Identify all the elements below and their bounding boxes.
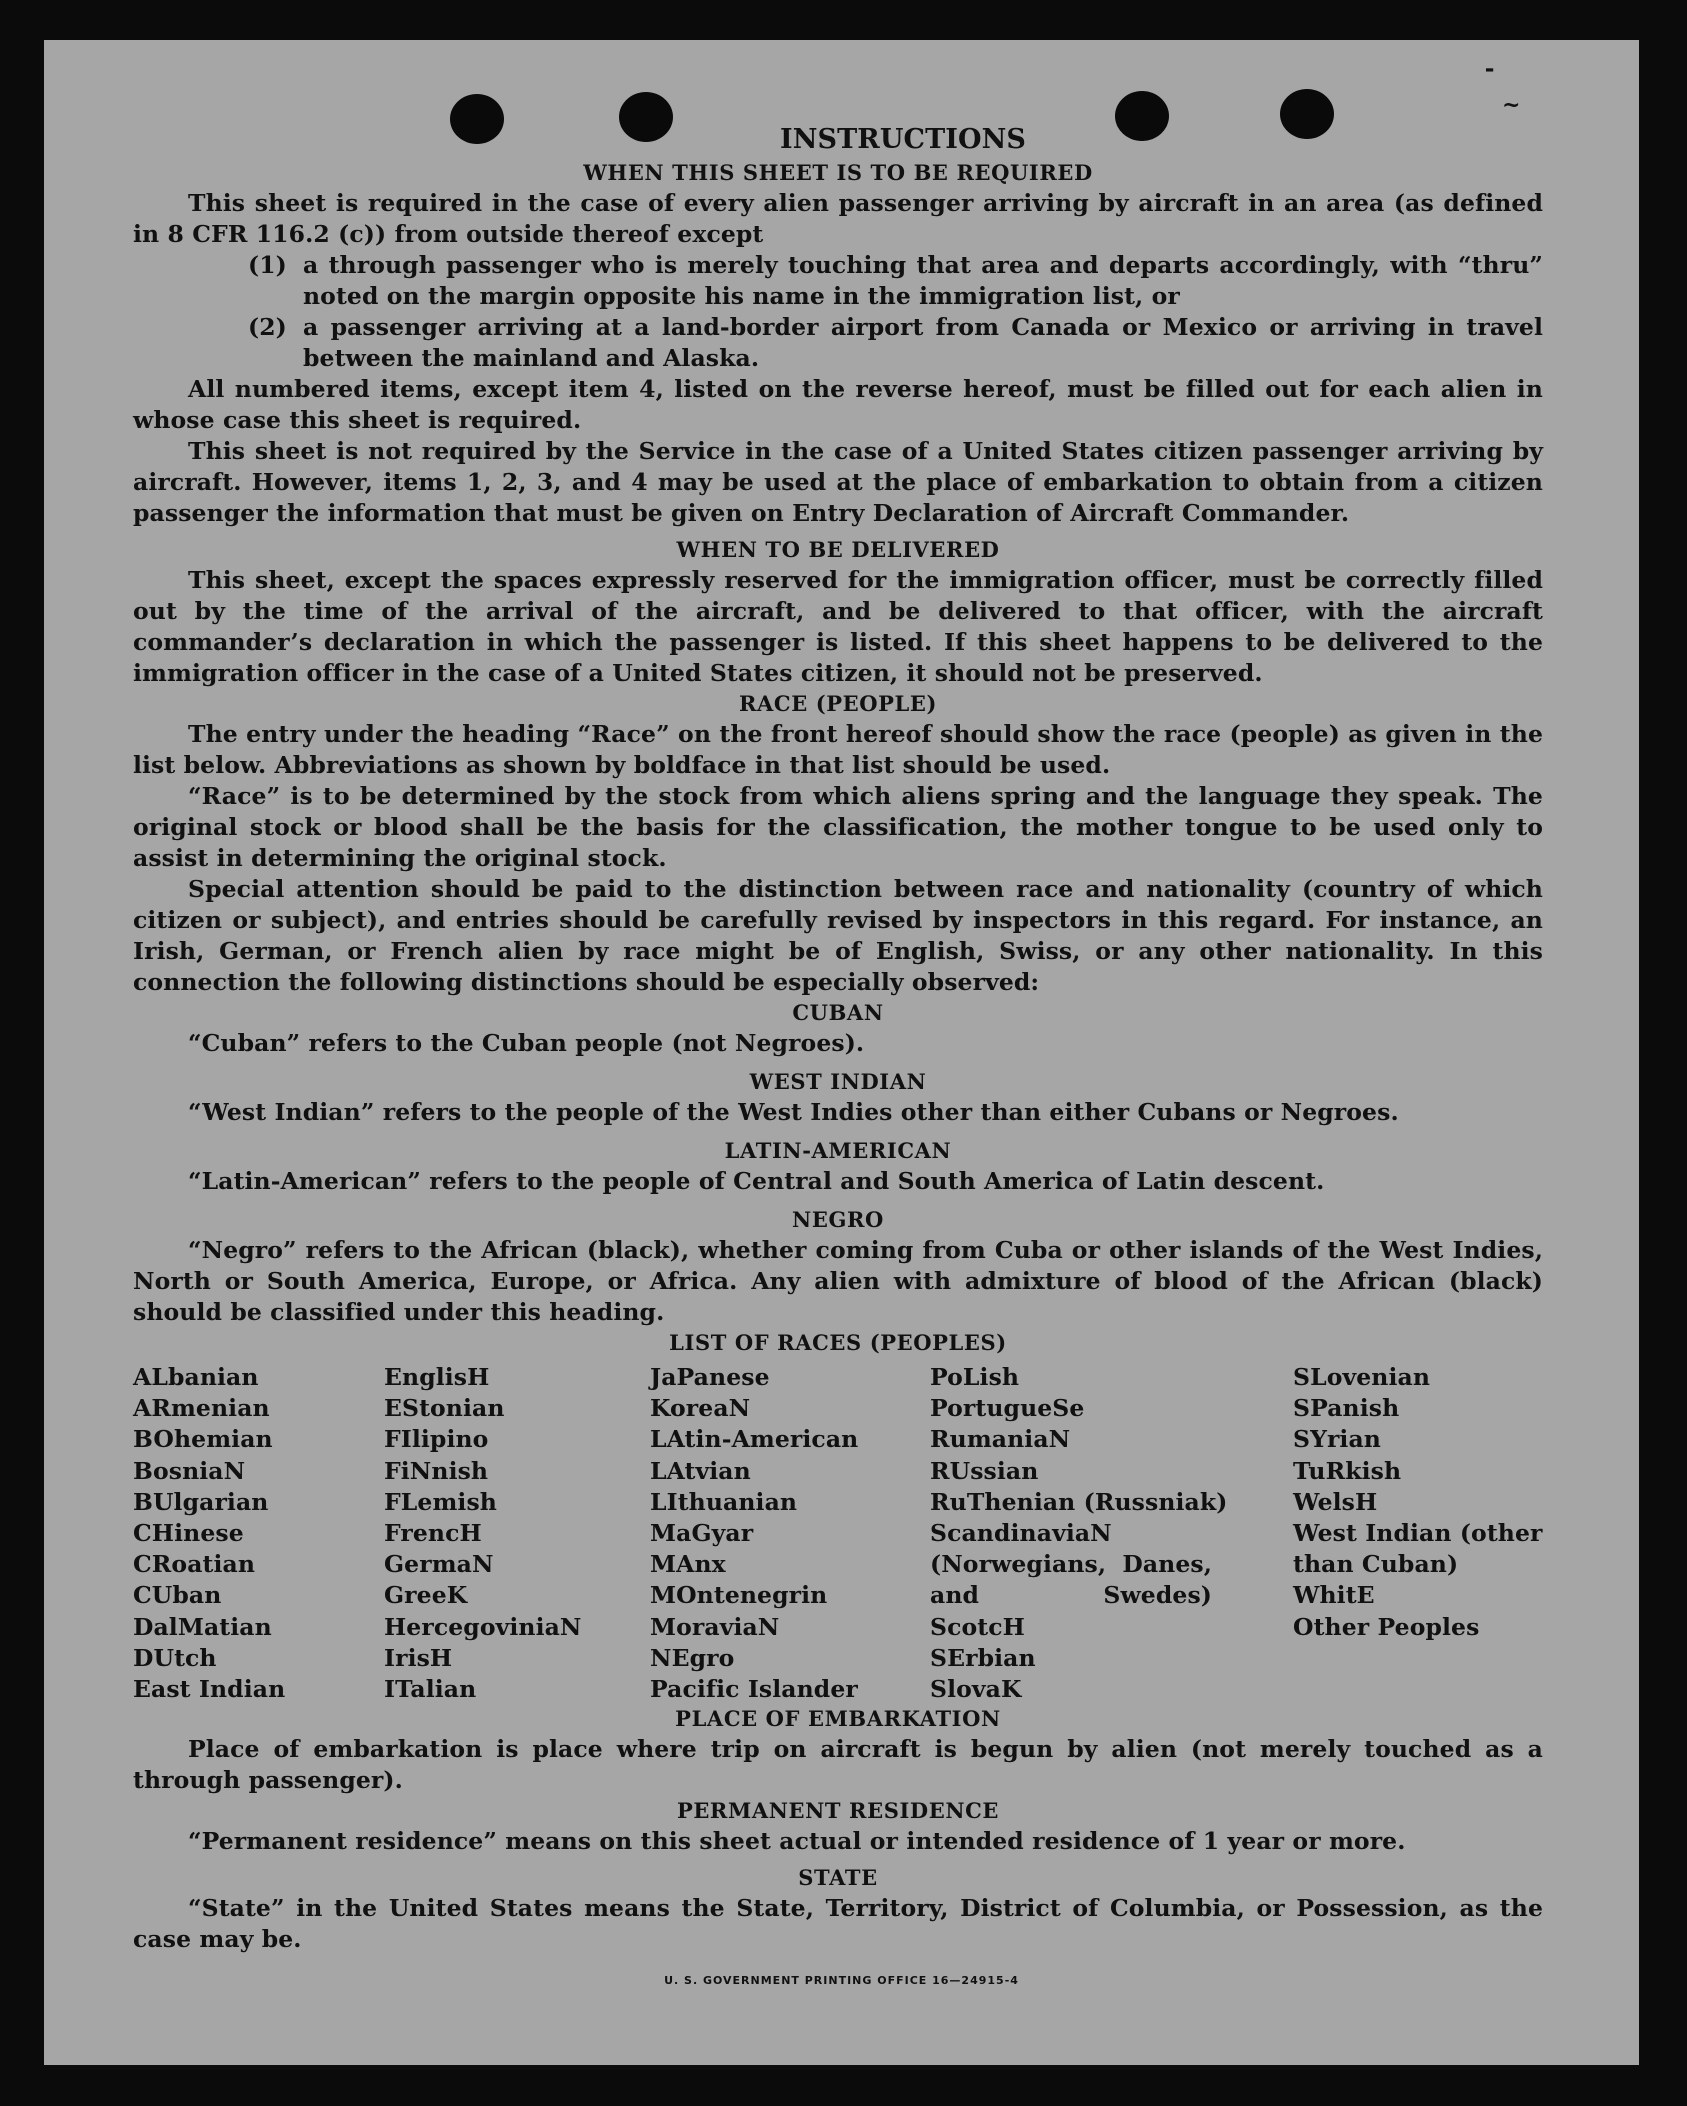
paragraph: This sheet, except the spaces expressly reserved for the immigration officer, must be correctly filled out by the time of the arrival of the aircraft, and be delivered to that officer, with the aircraft commander’s declaration in which the passenger is listed. If this sheet happens to be delivered to the immigration officer in the case of a United States citizen, it should not be preserved.	[133, 566, 1543, 687]
section-heading: LATIN-AMERICAN	[724, 1138, 952, 1163]
race-item: FLemish	[384, 1487, 497, 1516]
race-column-4	[930, 1362, 1227, 1705]
race-item: KoreaN	[650, 1394, 751, 1423]
section-heading: STATE	[798, 1865, 878, 1890]
race-item: West Indian (other than Cuban)	[1293, 1519, 1543, 1579]
race-item: FrencH	[384, 1519, 482, 1548]
paragraph: “Permanent residence” means on this sheet actual or intended residence of 1 year or more.	[188, 1827, 1406, 1855]
race-item: ITalian	[384, 1675, 477, 1704]
race-item: RUssian	[930, 1456, 1039, 1485]
race-item: CRoatian	[133, 1550, 256, 1579]
race-item: MoraviaN	[650, 1612, 780, 1641]
race-item: ALbanian	[133, 1363, 259, 1391]
list-text: a passenger arriving at a land-border airport from Canada or Mexico or arriving in travel between the mainland and Alaska.	[303, 313, 1543, 372]
race-item: Pacific Islander	[650, 1675, 858, 1704]
race-item: CUban	[133, 1581, 222, 1610]
race-item: WelsH	[1293, 1487, 1378, 1516]
instructions-content	[133, 122, 1543, 1955]
race-item: RumaniaN	[930, 1425, 1071, 1454]
race-item: IrisH	[384, 1643, 453, 1672]
race-item: NEgro	[650, 1643, 735, 1672]
paragraph: The entry under the heading “Race” on the front hereof should show the race (people) as given in the list below. Abbreviations as shown by boldface in that list should be used.	[133, 720, 1543, 779]
race-item: EStonian	[384, 1394, 505, 1423]
list-item	[133, 250, 1543, 312]
race-item: SlovaK	[930, 1675, 1022, 1704]
race-item: RuThenian (Russniak)	[930, 1487, 1228, 1516]
section-heading: CUBAN	[792, 1000, 884, 1025]
race-item: PoLish	[930, 1363, 1020, 1391]
paragraph: “Latin-American” refers to the people of Central and South America of Latin descent.	[188, 1167, 1325, 1195]
race-item: MAnx	[650, 1550, 726, 1579]
race-item: CHinese	[133, 1519, 244, 1548]
race-item: FIlipino	[384, 1425, 489, 1454]
section-heading: RACE (PEOPLE)	[738, 691, 938, 716]
paragraph: All numbered items, except item 4, listed on the reverse hereof, must be filled out for each alien in whose case this sheet is required.	[133, 375, 1543, 434]
race-item: TuRkish	[1293, 1456, 1402, 1485]
race-item: ARmenian	[133, 1394, 270, 1423]
race-item: FiNnish	[384, 1456, 489, 1485]
race-item: MOntenegrin	[650, 1581, 828, 1610]
paragraph: This sheet is not required by the Service in the case of a United States citizen passenger arriving by aircraft. However, items 1, 2, 3, and 4 may be used at the place of embarkation to obtain from a citizen passenger the information that must be given on Entry Declaration of Aircraft Commander.	[133, 437, 1543, 527]
race-item: GreeK	[384, 1581, 468, 1610]
race-column-2	[384, 1362, 582, 1705]
race-item: Other Peoples	[1293, 1612, 1480, 1641]
page-title: INSTRUCTIONS	[780, 124, 1026, 155]
race-column-5	[1293, 1362, 1543, 1643]
race-item: SPanish	[1293, 1394, 1400, 1423]
list-text: a through passenger who is merely touching that area and departs accordingly, with “thru” noted on the margin opposite his name in the immigration list, or	[303, 251, 1543, 310]
section-heading: WHEN TO BE DELIVERED	[676, 537, 1000, 562]
race-item: LIthuanian	[650, 1487, 798, 1516]
race-item: HercegoviniaN	[384, 1612, 582, 1641]
section-heading: PLACE OF EMBARKATION	[675, 1706, 1001, 1731]
race-item: LAtvian	[650, 1456, 751, 1485]
document-sheet	[44, 40, 1639, 2065]
section-heading: LIST OF RACES (PEOPLES)	[669, 1330, 1007, 1355]
race-list	[133, 1362, 1543, 1704]
list-number: (1)	[248, 251, 287, 279]
race-item: PortugueSe	[930, 1394, 1085, 1423]
race-column-1	[133, 1362, 285, 1705]
paragraph: “West Indian” refers to the people of the West Indies other than either Cubans or Negroes.	[188, 1098, 1399, 1126]
paragraph: “Race” is to be determined by the stock from which aliens spring and the language they speak. The original stock or blood shall be the basis for the classification, the mother tongue to be used only to assist in determining the original stock.	[133, 782, 1543, 872]
list-item	[133, 312, 1543, 374]
race-item: BUlgarian	[133, 1487, 269, 1516]
paragraph: “Cuban” refers to the Cuban people (not Negroes).	[188, 1029, 865, 1057]
race-item: BosniaN	[133, 1456, 246, 1485]
race-item: DUtch	[133, 1643, 217, 1672]
paragraph: Special attention should be paid to the distinction between race and nationality (country of which citizen or subject), and entries should be carefully revised by inspectors in this regard. For instance, an Irish, German, or French alien by race might be of English, Swiss, or any other nationality. In this connection the following distinctions should be especially observed:	[133, 875, 1543, 996]
race-item: WhitE	[1293, 1581, 1375, 1610]
section-heading: NEGRO	[792, 1207, 884, 1232]
paragraph: Place of embarkation is place where trip on aircraft is begun by alien (not merely touched as a through passenger).	[133, 1735, 1543, 1794]
race-item: ScandinaviaN (Norwegians, Danes, and Swedes)	[930, 1519, 1212, 1610]
race-item: BOhemian	[133, 1425, 273, 1454]
list-number: (2)	[248, 313, 287, 341]
race-item: GermaN	[384, 1550, 494, 1579]
ink-mark: ~	[1502, 92, 1521, 118]
printing-office-footer: U. S. GOVERNMENT PRINTING OFFICE 16—24915-4	[664, 1974, 1019, 1987]
paragraph: “Negro” refers to the African (black), whether coming from Cuba or other islands of the West Indies, North or South America, Europe, or Africa. Any alien with admixture of blood of the African (black) should be classified under this heading.	[133, 1236, 1543, 1326]
race-item: JaPanese	[650, 1363, 770, 1391]
race-item: MaGyar	[650, 1519, 754, 1548]
race-item: SErbian	[930, 1643, 1036, 1672]
race-item: EnglisH	[384, 1363, 490, 1391]
paragraph: “State” in the United States means the State, Territory, District of Columbia, or Possession, as the case may be.	[133, 1894, 1543, 1953]
race-item: East Indian	[133, 1675, 286, 1704]
race-item: SYrian	[1293, 1425, 1381, 1454]
ink-mark: ⁃	[1484, 58, 1495, 84]
section-heading: WHEN THIS SHEET IS TO BE REQUIRED	[583, 160, 1093, 185]
section-heading: WEST INDIAN	[749, 1069, 927, 1094]
paragraph: This sheet is required in the case of every alien passenger arriving by aircraft in an area (as defined in 8 CFR 116.2 (c)) from outside thereof except	[133, 189, 1543, 248]
section-heading: PERMANENT RESIDENCE	[676, 1798, 1000, 1823]
race-item: ScotcH	[930, 1612, 1025, 1641]
race-column-3	[650, 1362, 858, 1705]
race-item: SLovenian	[1293, 1363, 1431, 1391]
race-item: LAtin-American	[650, 1425, 859, 1454]
race-item: DalMatian	[133, 1612, 272, 1641]
